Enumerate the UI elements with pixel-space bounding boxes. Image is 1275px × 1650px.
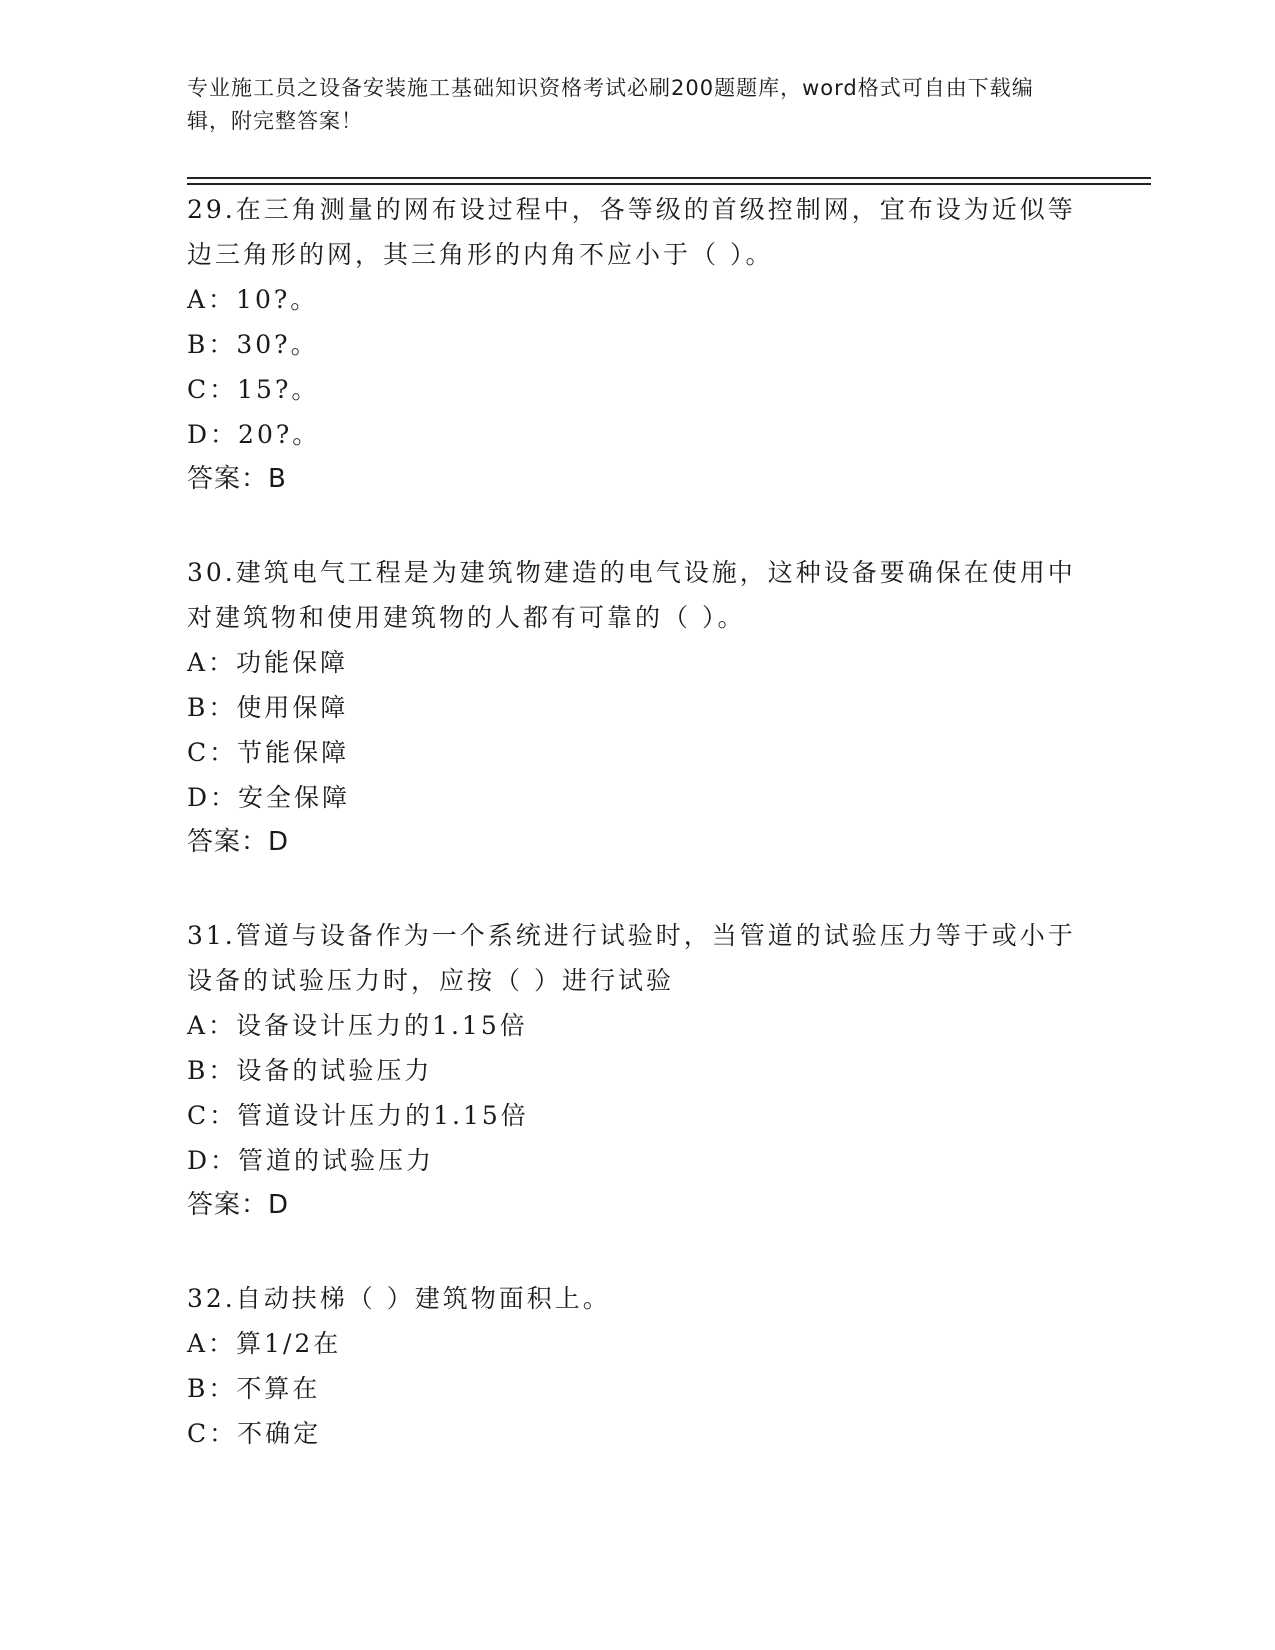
question-stem: 31.管道与设备作为一个系统进行试验时，当管道的试验压力等于或小于设备的试验压力时，应按（ ）进行试验 (187, 921, 1076, 995)
question-stem: 32.自动扶梯（ ）建筑物面积上。 (187, 1284, 611, 1313)
option-d: D：20?。 (187, 420, 321, 449)
question-31 (187, 913, 1077, 1228)
document-header (187, 72, 1067, 138)
option-a: A：功能保障 (187, 648, 349, 677)
option-c: C：管道设计压力的1.15倍 (187, 1101, 529, 1130)
answer: 答案：D (187, 827, 290, 857)
option-d: D：安全保障 (187, 783, 351, 812)
question-32 (187, 1276, 1077, 1456)
question-stem: 30.建筑电气工程是为建筑物建造的电气设施，这种设备要确保在使用中对建筑物和使用建筑物的人都有可靠的（ ）。 (187, 558, 1076, 632)
header-divider-top (187, 177, 1151, 179)
option-a: A：算1/2在 (187, 1329, 342, 1358)
question-stem: 29.在三角测量的网布设过程中，各等级的首级控制网，宜布设为近似等边三角形的网，其三角形的内角不应小于（ ）。 (187, 195, 1076, 269)
header-title: 专业施工员之设备安装施工基础知识资格考试必刷200题题库，word格式可自由下载编辑，附完整答案！ (187, 76, 1034, 133)
header-divider-bottom (187, 183, 1151, 185)
option-b: B：设备的试验压力 (187, 1056, 433, 1085)
option-d: D：管道的试验压力 (187, 1146, 435, 1175)
answer: 答案：B (187, 464, 287, 494)
option-a: A：10?。 (187, 285, 319, 314)
option-c: C：不确定 (187, 1419, 322, 1448)
option-b: B：使用保障 (187, 693, 349, 722)
option-c: C：节能保障 (187, 738, 350, 767)
question-29 (187, 187, 1077, 502)
option-c: C：15?。 (187, 375, 320, 404)
option-a: A：设备设计压力的1.15倍 (187, 1011, 528, 1040)
answer: 答案：D (187, 1190, 290, 1220)
question-30 (187, 550, 1077, 865)
option-b: B：30?。 (187, 330, 319, 359)
option-b: B：不算在 (187, 1374, 321, 1403)
